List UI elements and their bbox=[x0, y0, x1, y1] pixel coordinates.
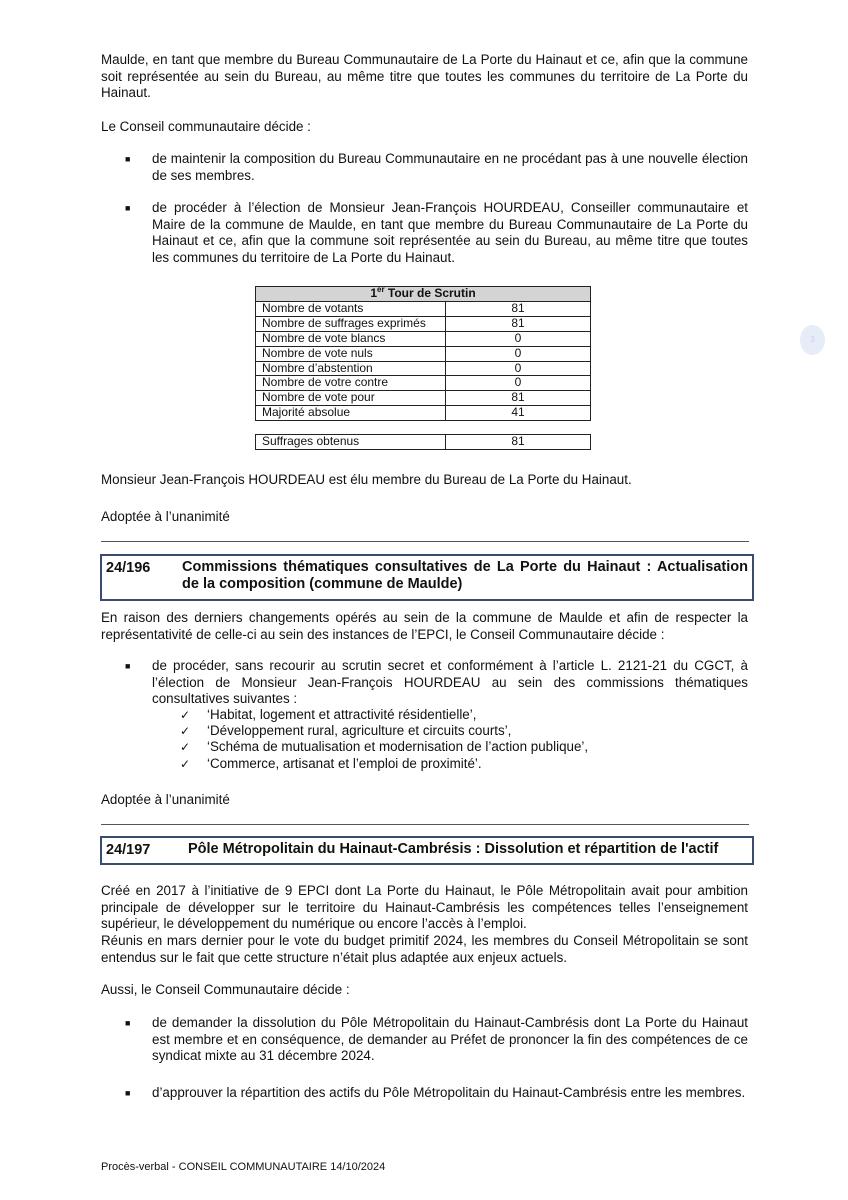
section-number: 24/196 bbox=[106, 560, 151, 576]
list-item: ✓ ‘Schéma de mutualisation et modernisation de l’action publique’, bbox=[180, 739, 589, 755]
council-decides-line: Le Conseil communautaire décide : bbox=[101, 119, 311, 134]
section-title: Commissions thématiques consultatives de La Porte du Hainaut : Actualisation de la composition (commune de Maulde) bbox=[182, 559, 748, 592]
adopted-label: Adoptée à l’unanimité bbox=[101, 509, 230, 524]
list-item-text: de demander la dissolution du Pôle Métropolitain du Hainaut-Cambrésis dont La Porte du Hainaut est membre et en conséquence, de demander au Préfet de prononcer la fin des compétences de ce syndicat mixte au 31 décembre 2024. bbox=[152, 1015, 748, 1063]
list-item bbox=[125, 658, 748, 708]
election-result: Monsieur Jean-François HOURDEAU est élu membre du Bureau de La Porte du Hainaut. bbox=[101, 472, 632, 487]
section-197-para1: Créé en 2017 à l’initiative de 9 EPCI dont La Porte du Hainaut, le Pôle Métropolitain avait pour ambition principale de développer sur le territoire du Hainaut-Cambrésis les compétences telles l’enseignement supérieur, le développement du numérique ou encore l’accès à l’emploi. bbox=[101, 883, 748, 931]
checkmark-icon: ✓ bbox=[180, 708, 191, 722]
list-item bbox=[125, 1015, 748, 1065]
table-row: Nombre de votre contre 0 bbox=[256, 376, 591, 391]
list-item-text: de maintenir la composition du Bureau Communautaire en ne procédant pas à une nouvelle élection de ses membres. bbox=[152, 151, 748, 183]
list-item: ✓ ‘Commerce, artisanat et l’emploi de proximité’. bbox=[180, 755, 482, 771]
section-heading-197 bbox=[100, 836, 754, 865]
bullet-square-icon: ■ bbox=[125, 203, 131, 213]
table-row: Majorité absolue 41 bbox=[256, 406, 591, 421]
list-item: ✓ ‘Développement rural, agriculture et circuits courts’, bbox=[180, 723, 512, 739]
table-row: Nombre de votants 81 bbox=[256, 301, 591, 316]
intro-paragraph: Maulde, en tant que membre du Bureau Communautaire de La Porte du Hainaut et ce, afin que la commune soit représentée au sein du Bureau, au même titre que toutes les communes du territoire de La Porte du Hainaut. bbox=[101, 52, 748, 100]
list-item bbox=[125, 151, 748, 184]
adopted-label: Adoptée à l’unanimité bbox=[101, 792, 230, 807]
table-row-result: Suffrages obtenus 81 bbox=[256, 435, 591, 450]
section-title: Pôle Métropolitain du Hainaut-Cambrésis : Dissolution et répartition de l'actif bbox=[188, 841, 719, 857]
page-number-badge: 3 bbox=[800, 325, 825, 355]
section-197-para2: Réunis en mars dernier pour le vote du budget primitif 2024, les membres du Conseil Métropolitain se sont entendus sur le fait que cette structure n’était plus adaptée aux enjeux actuels. bbox=[101, 933, 748, 965]
list-item bbox=[125, 200, 748, 266]
table-row: Nombre de vote pour 81 bbox=[256, 391, 591, 406]
list-item-text: d’approuver la répartition des actifs du Pôle Métropolitain du Hainaut-Cambrésis entre les membres. bbox=[152, 1085, 746, 1100]
list-item-text: de procéder à l’élection de Monsieur Jean-François HOURDEAU, Conseiller communautaire et Maire de la commune de Maulde, en tant que membre du Bureau Communautaire de La Porte du Hainaut et ce, afin que la commune soit représentée au sein du Bureau, au même titre que toutes les communes du territoire de La Porte du Hainaut. bbox=[152, 200, 748, 265]
section-197-para3: Aussi, le Conseil Communautaire décide : bbox=[101, 982, 350, 997]
checkmark-icon: ✓ bbox=[180, 740, 191, 755]
table-row: Nombre de vote blancs 0 bbox=[256, 331, 591, 346]
checkmark-icon: ✓ bbox=[180, 724, 191, 739]
list-item bbox=[125, 1085, 748, 1102]
bullet-square-icon: ■ bbox=[125, 1018, 131, 1028]
divider bbox=[101, 541, 749, 542]
divider bbox=[101, 824, 749, 825]
bullet-square-icon: ■ bbox=[125, 661, 131, 671]
list-item: ✓ ‘Habitat, logement et attractivité résidentielle’, bbox=[180, 707, 477, 722]
bullet-square-icon: ■ bbox=[125, 1088, 131, 1098]
table-row: Nombre de vote nuls 0 bbox=[256, 346, 591, 361]
bullet-square-icon: ■ bbox=[125, 154, 131, 164]
page-footer: Procès-verbal - CONSEIL COMMUNAUTAIRE 14/10/2024 bbox=[101, 1161, 386, 1173]
table-row: Nombre d’abstention 0 bbox=[256, 361, 591, 376]
scrutin-table-header: 1er Tour de Scrutin bbox=[256, 287, 591, 302]
section-heading-196 bbox=[100, 554, 754, 601]
scrutin-table bbox=[255, 286, 591, 450]
checkmark-icon: ✓ bbox=[180, 756, 191, 771]
table-spacer-row bbox=[256, 421, 591, 435]
list-item-text: de procéder, sans recourir au scrutin secret et conformément à l’article L. 2121-21 du CGCT, à l’élection de Monsieur Jean-François HOURDEAU au sein des commissions thématiques consultatives suivantes : bbox=[152, 658, 748, 706]
commission-list bbox=[180, 707, 740, 772]
section-196-intro: En raison des derniers changements opérés au sein de la commune de Maulde et afin de respecter la représentativité de celle-ci au sein des instances de l’EPCI, le Conseil Communautaire décide : bbox=[101, 610, 748, 642]
section-number: 24/197 bbox=[106, 842, 151, 858]
table-row: Nombre de suffrages exprimés 81 bbox=[256, 316, 591, 331]
